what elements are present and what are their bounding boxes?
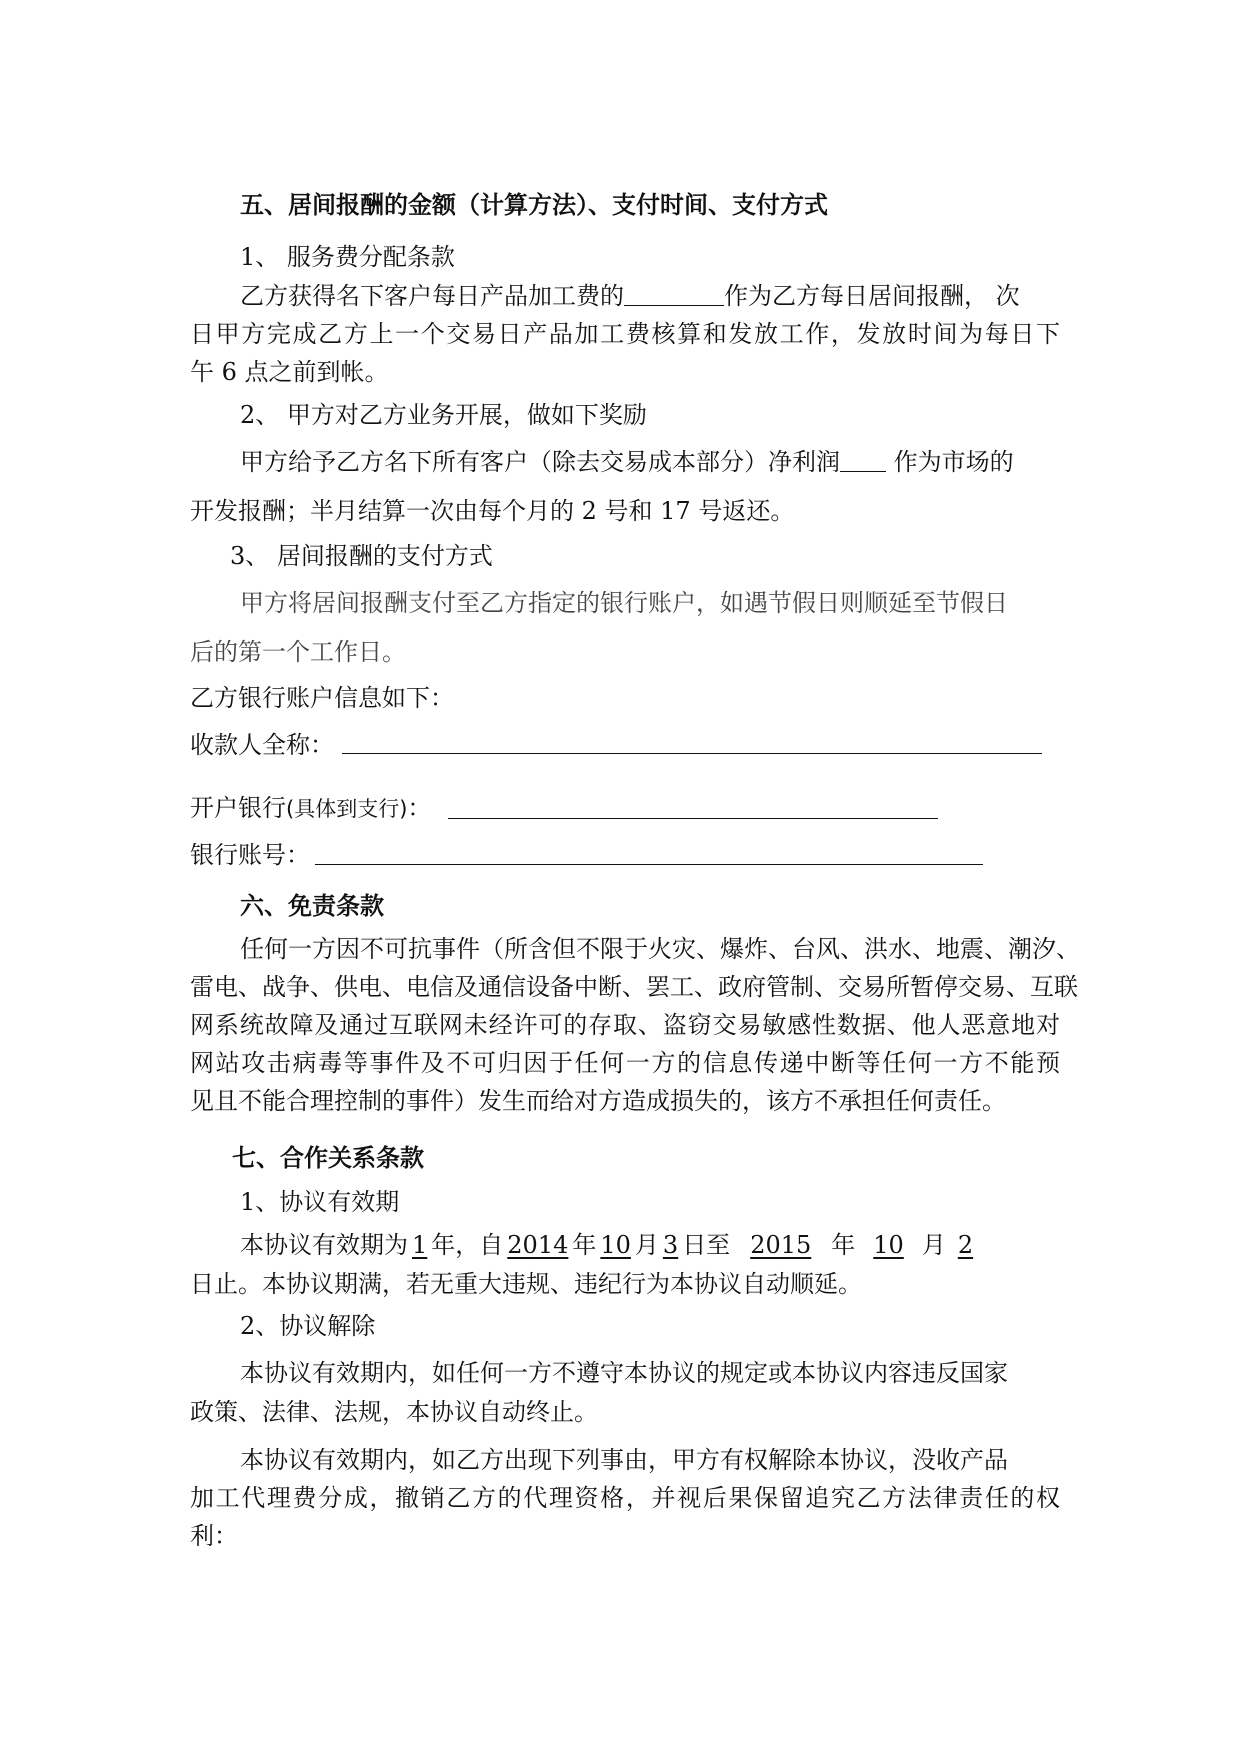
bank-name-label (190, 793, 431, 824)
termination-para-2-line-1: 本协议有效期内，如乙方出现下列事由，甲方有权解除本协议，没收产品 (240, 1446, 1008, 1474)
section-6-line-3: 网系统故障及通过互联网未经许可的存取、盗窃交易敏感性数据、他人恶意地对 (190, 1011, 1060, 1039)
section-5-item-2-line-2: 开发报酬；半月结算一次由每个月的 2 号和 17 号返还。 (190, 497, 795, 525)
text-segment: 开户银行 (190, 794, 286, 822)
section-5-item-1-line-2: 日甲方完成乙方上一个交易日产品加工费核算和发放工作，发放时间为每日下 (190, 320, 1060, 348)
text-segment: (具体到支行) (286, 797, 408, 821)
end-month: 10 (873, 1231, 904, 1259)
account-number-field[interactable] (315, 864, 983, 865)
section-5-item-3-line-2: 后的第一个工作日。 (190, 638, 406, 666)
text-segment: 月 (921, 1231, 946, 1259)
start-day: 3 (662, 1231, 679, 1259)
section-5-item-2-line-1 (240, 447, 1014, 477)
account-number-label: 银行账号： (190, 841, 310, 869)
text-segment: 作为乙方每日居间报酬， 次 (724, 282, 1020, 310)
agreement-term-line (240, 1230, 975, 1260)
end-day: 2 (957, 1231, 974, 1259)
text-segment: ： (407, 794, 432, 822)
end-year: 2015 (750, 1231, 812, 1259)
section-5-item-1-line-1 (240, 281, 1020, 311)
section-7-item-1-title: 1、协议有效期 (240, 1188, 400, 1216)
text-segment: 年 (572, 1231, 597, 1259)
section-6-line-4: 网站攻击病毒等事件及不可归因于任何一方的信息传递中断等任何一方不能预 (190, 1049, 1060, 1077)
term-years: 1 (412, 1231, 428, 1259)
section-5-item-1-title: 1、 服务费分配条款 (240, 243, 455, 271)
text-segment: 月 (634, 1231, 659, 1259)
section-5-item-3-title: 3、 居间报酬的支付方式 (230, 542, 493, 570)
section-6-title: 六、免责条款 (240, 892, 384, 920)
section-5-item-1-line-3: 午 6 点之前到帐。 (190, 358, 389, 386)
text-segment: 年，自 (431, 1231, 504, 1259)
termination-para-1-line-1: 本协议有效期内，如任何一方不遵守本协议的规定或本协议内容违反国家 (240, 1359, 1008, 1387)
termination-para-1-line-2: 政策、法律、法规，本协议自动终止。 (190, 1398, 598, 1426)
section-6-line-2: 雷电、战争、供电、电信及通信设备中断、罢工、政府管制、交易所暂停交易、互联 (190, 973, 1078, 1001)
termination-para-2-line-3: 利： (190, 1522, 238, 1550)
text-segment: 乙方获得名下客户每日产品加工费的 (240, 282, 624, 310)
text-segment: 日至 (682, 1231, 731, 1259)
section-7-item-2-title: 2、协议解除 (240, 1312, 376, 1340)
payee-name-field[interactable] (342, 753, 1042, 754)
bank-name-field[interactable] (448, 818, 938, 819)
start-year: 2014 (507, 1231, 569, 1259)
profit-percent-blank[interactable] (840, 447, 886, 472)
section-5-item-2-title: 2、 甲方对乙方业务开展，做如下奖励 (240, 401, 647, 429)
fee-percent-blank[interactable] (624, 281, 724, 306)
section-6-line-1: 任何一方因不可抗事件（所含但不限于火灾、爆炸、台风、洪水、地震、潮汐、 (240, 935, 1080, 963)
text-segment: 年 (831, 1231, 856, 1259)
bank-info-intro: 乙方银行账户信息如下： (190, 684, 454, 712)
text-segment: 甲方给予乙方名下所有客户（除去交易成本部分）净利润 (240, 448, 840, 476)
section-6-line-5: 见且不能合理控制的事件）发生而给对方造成损失的，该方不承担任何责任。 (190, 1087, 1006, 1115)
section-7-title: 七、合作关系条款 (232, 1144, 424, 1172)
text-segment: 作为市场的 (886, 448, 1014, 476)
payee-label: 收款人全称： (190, 731, 334, 759)
start-month: 10 (600, 1231, 631, 1259)
section-5-title: 五、居间报酬的金额（计算方法）、支付时间、支付方式 (240, 191, 828, 219)
section-5-item-3-line-1: 甲方将居间报酬支付至乙方指定的银行账户，如遇节假日则顺延至节假日 (240, 589, 1008, 617)
agreement-term-line-2: 日止。本协议期满，若无重大违规、违纪行为本协议自动顺延。 (190, 1270, 862, 1298)
termination-para-2-line-2: 加工代理费分成，撤销乙方的代理资格，并视后果保留追究乙方法律责任的权 (190, 1484, 1060, 1512)
text-segment: 本协议有效期为 (240, 1231, 408, 1259)
